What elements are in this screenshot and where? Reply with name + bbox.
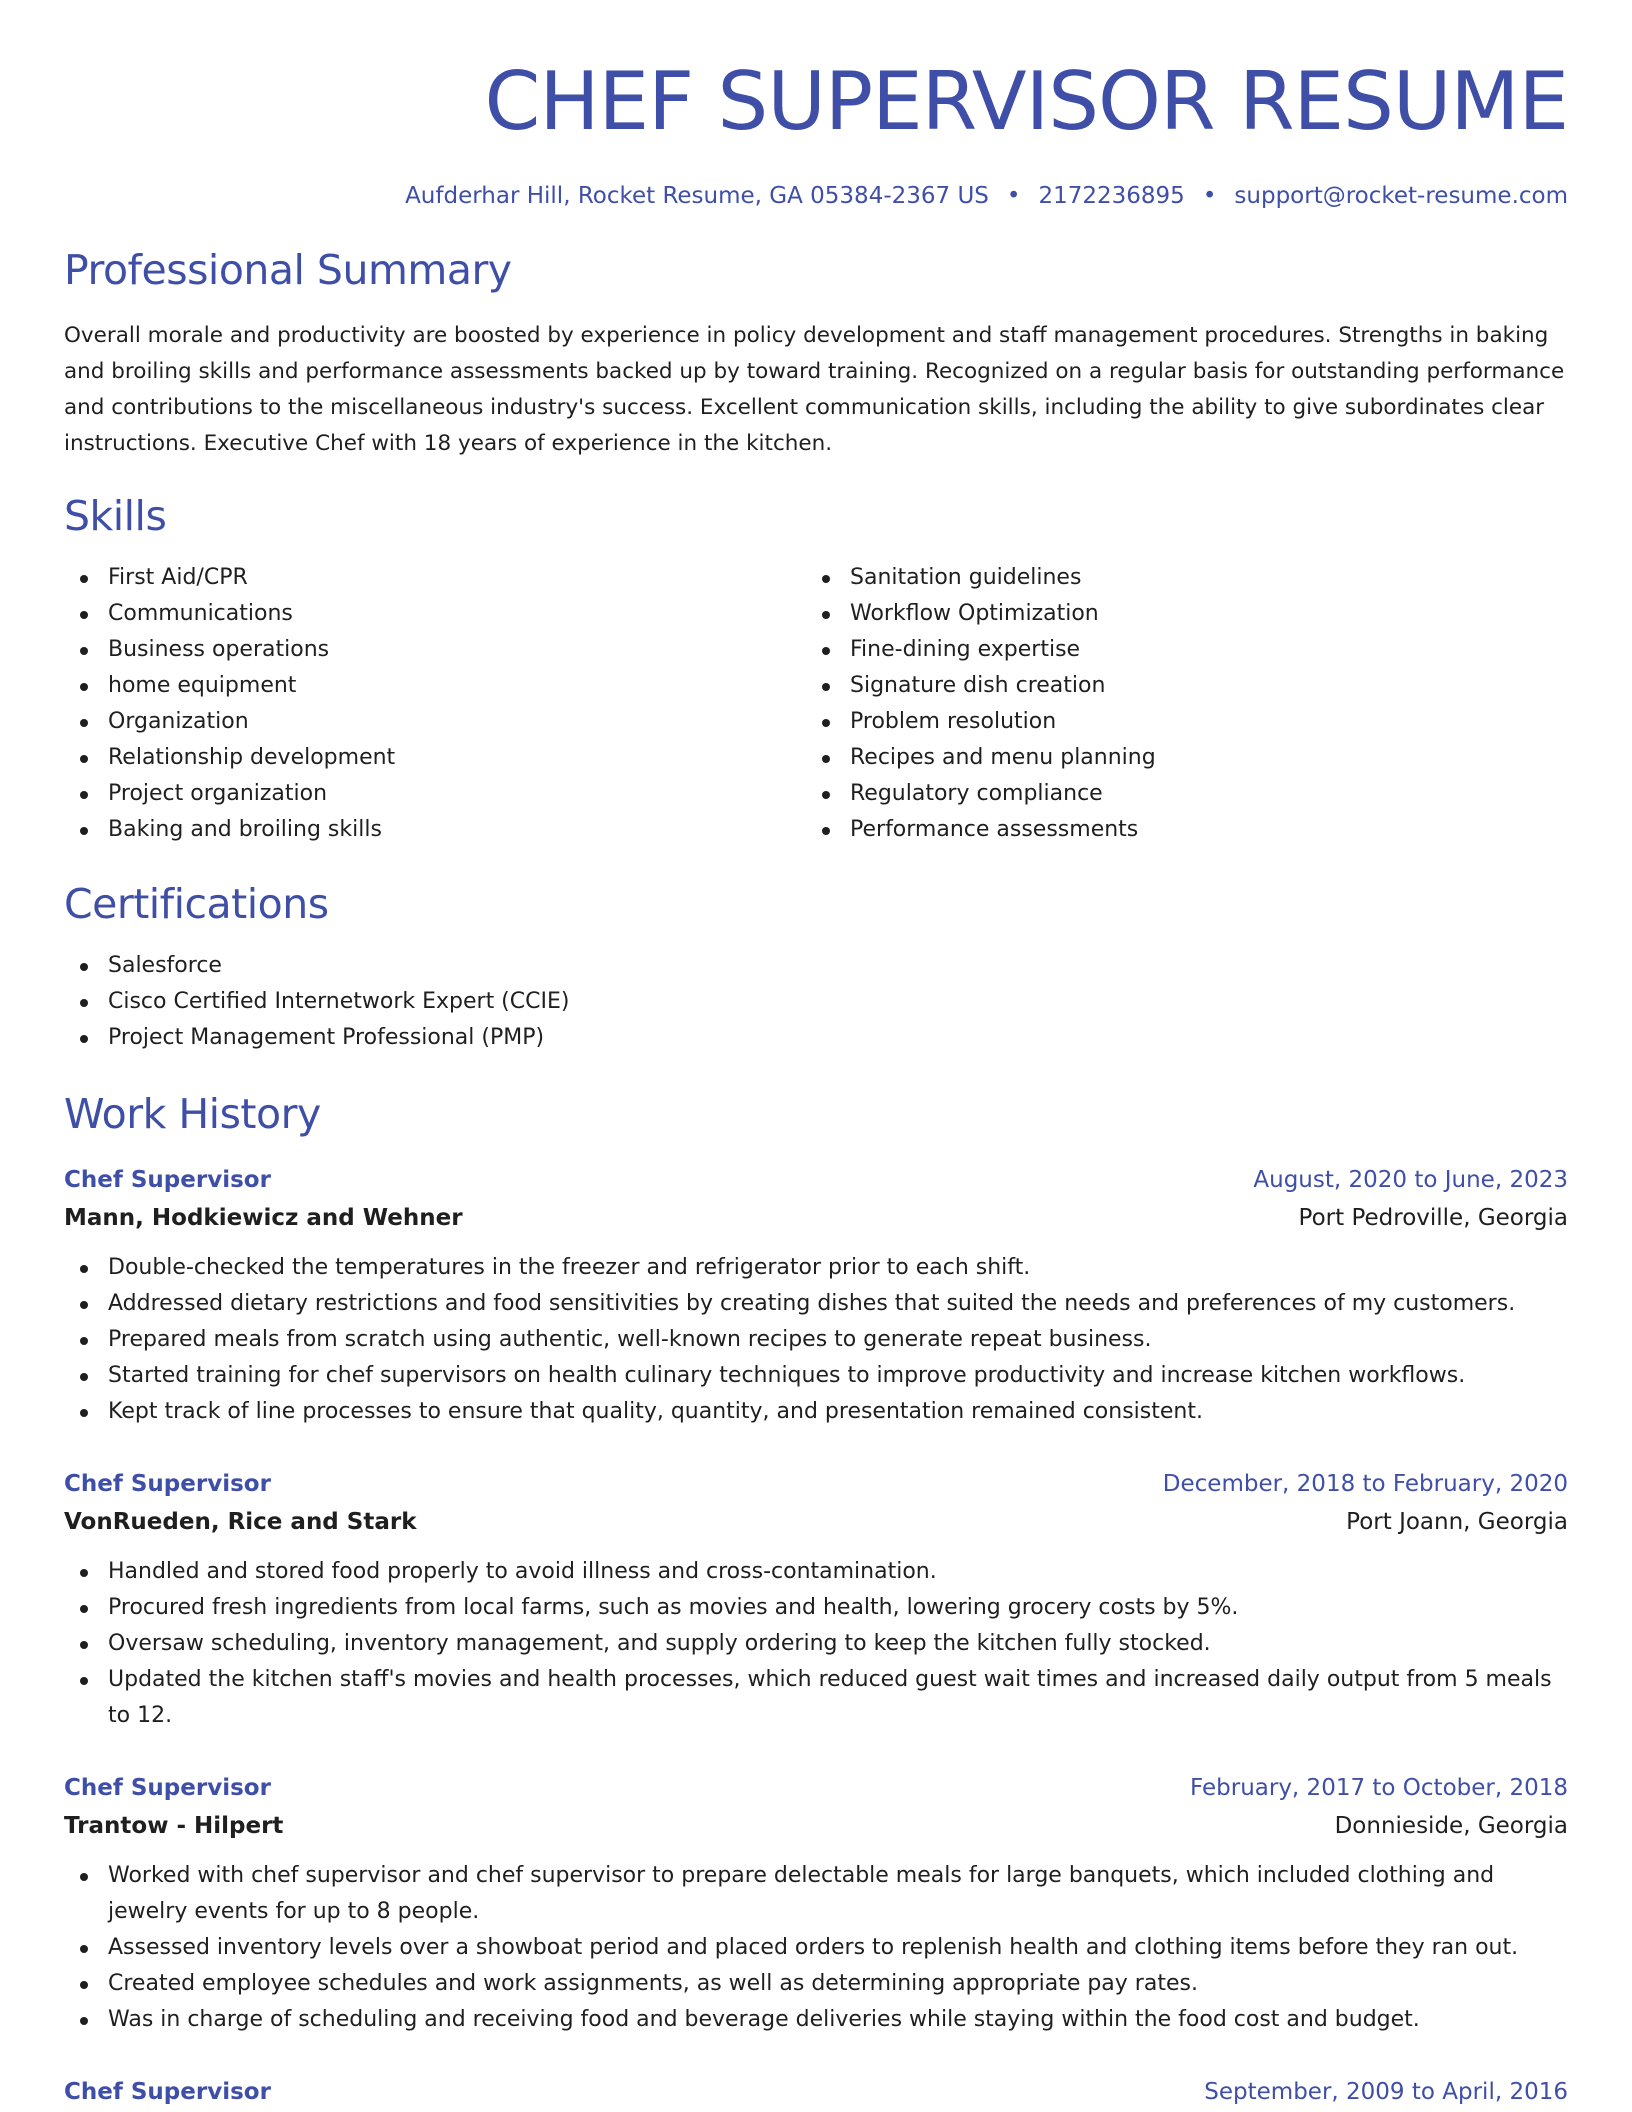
- skill-item: Fine-dining expertise: [806, 632, 1548, 668]
- job-entry: [64, 1466, 1568, 1734]
- job-title: Chef Supervisor: [64, 1471, 271, 1497]
- contact-address: Aufderhar Hill, Rocket Resume, GA 05384-2367 US: [405, 183, 989, 209]
- job-title: Chef Supervisor: [64, 1167, 271, 1193]
- skill-item: Problem resolution: [806, 704, 1548, 740]
- summary-heading: Professional Summary: [64, 246, 512, 294]
- job-title: Chef Supervisor: [64, 2079, 271, 2105]
- skill-item: Baking and broiling skills: [64, 812, 806, 848]
- job-bullets: [64, 1250, 1568, 1430]
- contact-phone: 2172236895: [1038, 183, 1185, 209]
- job-header-row: [64, 1466, 1568, 1502]
- job-location: Port Pedroville, Georgia: [1298, 1205, 1568, 1231]
- skill-item: Recipes and menu planning: [806, 740, 1548, 776]
- contact-separator: •: [1202, 183, 1217, 209]
- skills-grid: [64, 560, 1568, 848]
- job-entry: [64, 1770, 1568, 2038]
- job-entry: [64, 2074, 1568, 2110]
- skill-item: Business operations: [64, 632, 806, 668]
- certification-item: Salesforce: [64, 948, 1568, 984]
- skill-item: home equipment: [64, 668, 806, 704]
- job-dates: September, 2009 to April, 2016: [1204, 2079, 1568, 2105]
- job-company: VonRueden, Rice and Stark: [64, 1509, 417, 1535]
- work-history-heading: Work History: [64, 1090, 321, 1138]
- job-header-row: [64, 2074, 1568, 2110]
- skills-list-left: [64, 560, 806, 848]
- job-bullet: Kept track of line processes to ensure that quality, quantity, and presentation remained consistent.: [64, 1394, 1568, 1430]
- job-header-row: [64, 1770, 1568, 1806]
- job-employer-row: [64, 1806, 1568, 1846]
- certification-item: Cisco Certified Internetwork Expert (CCIE): [64, 984, 1568, 1020]
- job-bullet: Started training for chef supervisors on health culinary techniques to improve productivity and increase kitchen workflows.: [64, 1358, 1568, 1394]
- job-header-row: [64, 1162, 1568, 1198]
- job-dates: February, 2017 to October, 2018: [1190, 1775, 1568, 1801]
- job-bullet: Oversaw scheduling, inventory management, and supply ordering to keep the kitchen fully stocked.: [64, 1626, 1568, 1662]
- skills-heading: Skills: [64, 492, 167, 540]
- resume-title: CHEF SUPERVISOR RESUME: [484, 55, 1568, 148]
- skill-item: Performance assessments: [806, 812, 1548, 848]
- job-bullet: Double-checked the temperatures in the freezer and refrigerator prior to each shift.: [64, 1250, 1568, 1286]
- skill-item: Sanitation guidelines: [806, 560, 1548, 596]
- skill-item: Regulatory compliance: [806, 776, 1548, 812]
- job-employer-row: [64, 1198, 1568, 1238]
- job-bullet: Handled and stored food properly to avoid illness and cross-contamination.: [64, 1554, 1568, 1590]
- job-dates: December, 2018 to February, 2020: [1162, 1471, 1568, 1497]
- skills-column-right: [806, 560, 1548, 848]
- job-bullet: Procured fresh ingredients from local farms, such as movies and health, lowering grocery costs by 5%.: [64, 1590, 1568, 1626]
- contact-email: support@rocket-resume.com: [1234, 183, 1568, 209]
- job-entry: [64, 1162, 1568, 1430]
- skill-item: Communications: [64, 596, 806, 632]
- summary-text: Overall morale and productivity are boosted by experience in policy development and staff management procedures. Strengths in baking and broiling skills and performance assessments backed up by toward training. Recognized on a regular basis for outstanding performance and contributions to the miscellaneous industry's success. Excellent communication skills, including the ability to give subordinates clear instructions. Executive Chef with 18 years of experience in the kitchen.: [64, 323, 1565, 456]
- job-bullet: Addressed dietary restrictions and food sensitivities by creating dishes that suited the needs and preferences of my customers.: [64, 1286, 1568, 1322]
- job-company: Trantow - Hilpert: [64, 1813, 284, 1839]
- skills-list-right: [806, 560, 1548, 848]
- job-bullet: Updated the kitchen staff's movies and health processes, which reduced guest wait times and increased daily output from 5 meals to 12.: [64, 1662, 1568, 1734]
- job-bullet: Prepared meals from scratch using authentic, well-known recipes to generate repeat business.: [64, 1322, 1568, 1358]
- skill-item: Relationship development: [64, 740, 806, 776]
- job-location: Port Joann, Georgia: [1346, 1509, 1568, 1535]
- skill-item: First Aid/CPR: [64, 560, 806, 596]
- job-bullet: Assessed inventory levels over a showboat period and placed orders to replenish health and clothing items before they ran out.: [64, 1930, 1568, 1966]
- skill-item: Signature dish creation: [806, 668, 1548, 704]
- skill-item: Project organization: [64, 776, 806, 812]
- job-bullet: Created employee schedules and work assignments, as well as determining appropriate pay rates.: [64, 1966, 1568, 2002]
- skills-column-left: [64, 560, 806, 848]
- job-bullet: Worked with chef supervisor and chef supervisor to prepare delectable meals for large banquets, which included clothing and jewelry events for up to 8 people.: [64, 1858, 1568, 1930]
- job-company: Mann, Hodkiewicz and Wehner: [64, 1205, 463, 1231]
- certification-item: Project Management Professional (PMP): [64, 1020, 1568, 1056]
- job-bullet: Was in charge of scheduling and receiving food and beverage deliveries while staying within the food cost and budget.: [64, 2002, 1568, 2038]
- job-bullets: [64, 1554, 1568, 1734]
- job-location: Donnieside, Georgia: [1334, 1813, 1568, 1839]
- job-dates: August, 2020 to June, 2023: [1253, 1167, 1568, 1193]
- job-employer-row: [64, 1502, 1568, 1542]
- certifications-list: [64, 948, 1568, 1056]
- contact-separator: •: [1006, 183, 1021, 209]
- contact-line: [64, 180, 1568, 212]
- job-title: Chef Supervisor: [64, 1775, 271, 1801]
- job-bullets: [64, 1858, 1568, 2038]
- certifications-heading: Certifications: [64, 880, 329, 928]
- skill-item: Workflow Optimization: [806, 596, 1548, 632]
- skill-item: Organization: [64, 704, 806, 740]
